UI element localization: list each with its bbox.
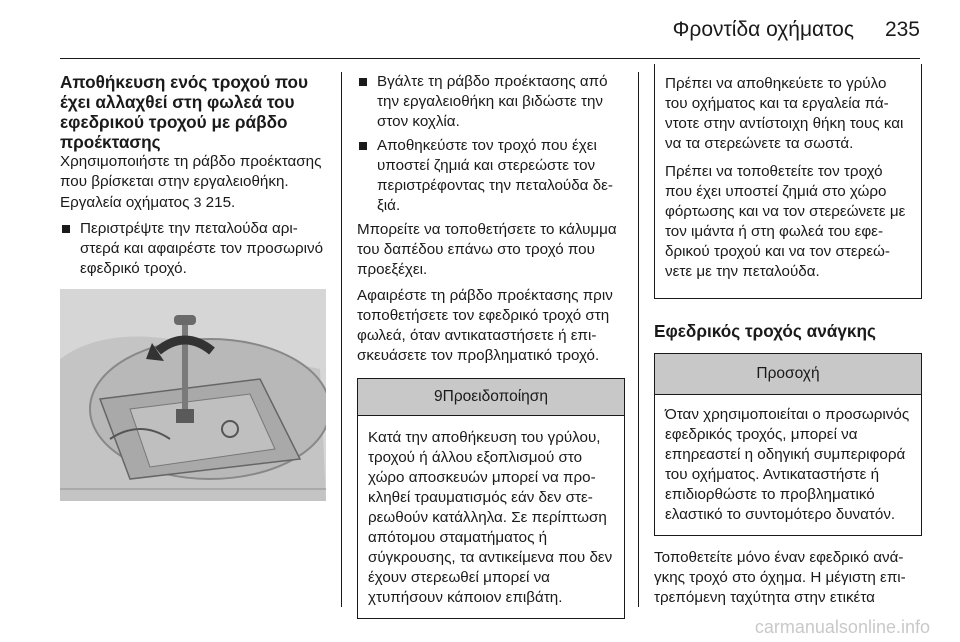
warning-title-bar: [358, 379, 624, 416]
paragraph: Μπορείτε να τοποθετήσετε το κάλυμμα του δαπέδου επάνω στο τροχό που προεξέχει.: [357, 221, 617, 278]
warning-box: [357, 378, 625, 619]
header-title: Φροντίδα οχήματος: [672, 18, 854, 41]
caution-title: Προσοχή: [655, 354, 921, 395]
bullet-text: Περιστρέψτε την πεταλούδα αριστερά και αφαιρέστε τον προσωρινό εφεδρικό τροχό.: [80, 220, 324, 277]
page-header: [0, 0, 960, 62]
spare-wheel-illustration: [60, 289, 326, 501]
page-number: 235: [884, 18, 920, 41]
section-heading: Αποθήκευση ενός τροχού που έχει αλλαχθεί στη φωλεά του εφεδρικού τροχού με ράβδο προέκτασης: [60, 72, 309, 152]
column-divider-2: [638, 72, 639, 607]
warning-continuation-box: [654, 64, 922, 299]
spare-wheel-drawing: [60, 289, 326, 501]
list-item: [357, 136, 625, 216]
header-rule: [60, 58, 920, 59]
bullet-square-icon: [359, 78, 367, 86]
page-ref-icon: 3: [193, 194, 202, 210]
page-ref-number: 215.: [201, 194, 236, 211]
paragraph: Πρέπει να αποθηκεύετε το γρύλο του οχήματος και τα εργαλεία πάντοτε στην αντίστοιχη θήκη τους και να τα στερεώνετε τα σωστά.: [665, 75, 904, 152]
column-2: [357, 72, 625, 619]
caution-body: Όταν χρησιμοποιείται ο προσωρινός εφεδρικός τροχός, μπορεί να επηρεαστεί η οδηγική συμπεριφορά του οχήματος. Αντικαταστήστε ή επιδιορθώστε το προβληματικό ελαστικό το συντομότερο δυνατόν.: [665, 406, 910, 523]
caution-box: [654, 353, 922, 536]
bullet-square-icon: [62, 225, 70, 233]
watermark: carmanualsonline.info: [754, 617, 930, 637]
column-divider-1: [341, 72, 342, 607]
paragraph: Πρέπει να τοποθετείτε τον τροχό που έχει υποστεί ζημιά στο χώρο φόρτωσης και να τον στερεώνετε με τον ιμάντα ή στη φωλεά του εφεδρικού τροχού και να τον στερεώνετε με την πεταλούδα.: [665, 163, 906, 280]
column-3: [654, 72, 922, 614]
bullet-square-icon: [359, 142, 367, 150]
paragraph: Αφαιρέστε τη ράβδο προέκτασης πριν τοποθετήσετε τον εφεδρικό τροχό στη φωλεά, όταν αντικαταστήσετε ή επισκευάσετε τον προβληματικό τροχό.: [357, 287, 613, 364]
bullet-text: Αποθηκεύστε τον τροχό που έχει υποστεί ζημιά και στερεώστε τον περιστρέφοντας την πεταλούδα δεξιά.: [377, 137, 613, 214]
intro-paragraph: [60, 152, 326, 213]
warning-title: Προειδοποίηση: [442, 388, 548, 405]
warning-body: Κατά την αποθήκευση του γρύλου, τροχού ή άλλου εξοπλισμού στο χώρο αποσκευών μπορεί να προκληθεί τραυματισμός εάν δεν στερεωθούν κατάλληλα. Σε περίπτωση απότομου σταματήματος ή σύγκρουσης, τα αντικείμενα που δεν έχουν στερεωθεί μπορεί να χτυπήσουν κάποιον επιβάτη.: [368, 429, 613, 606]
intro-text: Χρησιμοποιήστε τη ράβδο προέκτασης που βρίσκεται στην εργαλειοθήκη. Εργαλεία οχήματος: [60, 153, 322, 211]
bullet-text: Βγάλτε τη ράβδο προέκτασης από την εργαλειοθήκη και βιδώστε την στον κοχλία.: [377, 73, 608, 130]
paragraph: Τοποθετείτε μόνο έναν εφεδρικό ανάγκης τροχό στο όχημα. Η μέγιστη επιτρεπόμενη ταχύτητα στην ετικέτα: [654, 549, 906, 606]
section-heading: Εφεδρικός τροχός ανάγκης: [654, 321, 876, 341]
list-item: [60, 219, 326, 279]
column-1: [60, 72, 326, 501]
warning-triangle-icon: 9: [434, 388, 443, 405]
list-item: [357, 72, 625, 132]
